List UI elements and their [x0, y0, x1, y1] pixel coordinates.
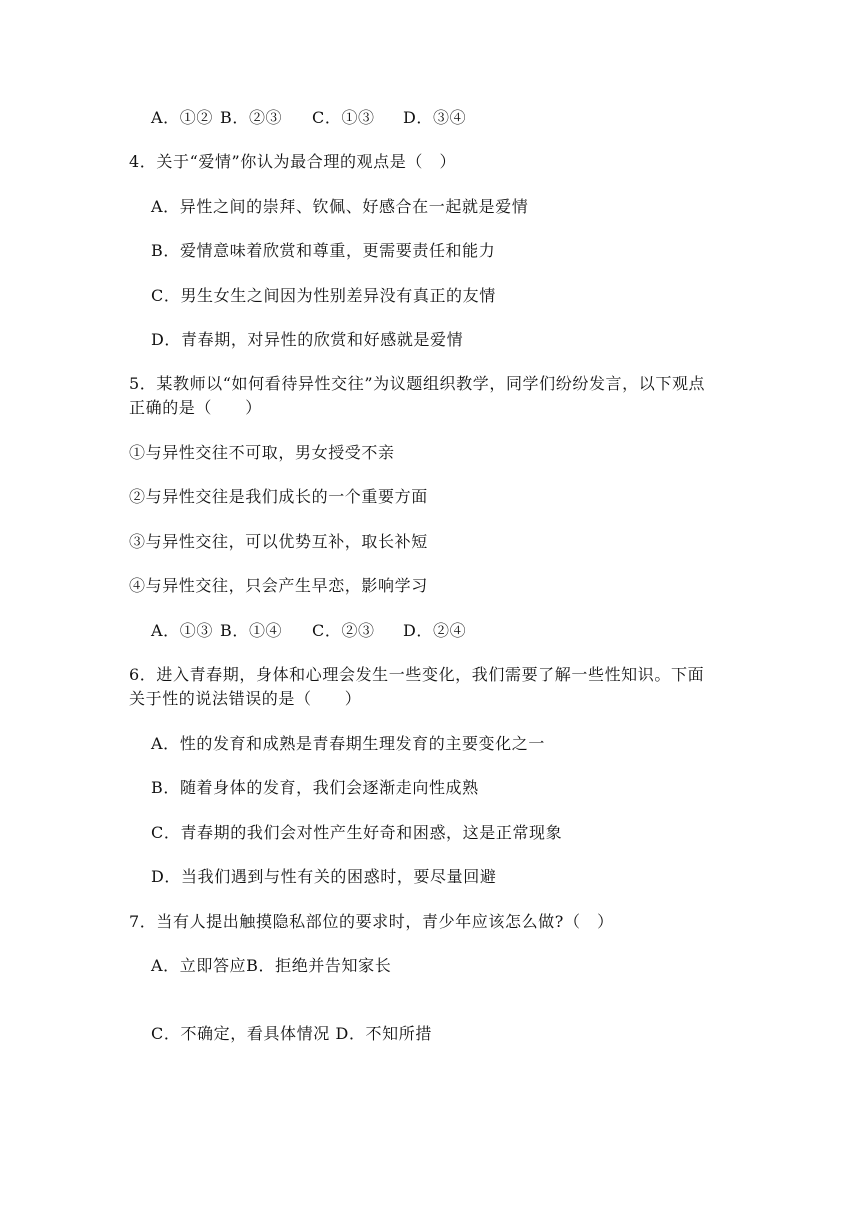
q5-statement-1: ①与异性交往不可取，男女授受不亲	[129, 443, 395, 462]
q5-statement-3: ③与异性交往，可以优势互补，取长补短	[129, 532, 428, 551]
q3-option-b: B．②③	[220, 108, 283, 127]
q5-statement-4: ④与异性交往，只会产生早恋，影响学习	[129, 576, 428, 595]
q5-option-c: C．②③	[312, 621, 375, 640]
q6-stem-line2: 关于性的说法错误的是（ ）	[129, 689, 362, 708]
q3-option-a: A．①②	[151, 108, 213, 127]
q5-statement-2: ②与异性交往是我们成长的一个重要方面	[129, 487, 428, 506]
q7-options-line1: A．立即答应B．拒绝并告知家长	[151, 956, 392, 975]
q5-stem-line1: 5．某教师以“如何看待异性交往”为议题组织教学，同学们纷纷发言，以下观点	[129, 374, 706, 393]
q5-option-b: B．①④	[220, 621, 283, 640]
q6-option-c: C．青春期的我们会对性产生好奇和困惑，这是正常现象	[151, 823, 563, 842]
q4-option-c: C．男生女生之间因为性别差异没有真正的友情	[151, 286, 496, 305]
q5-option-a: A．①③	[151, 621, 213, 640]
q6-stem-line1: 6．进入青春期，身体和心理会发生一些变化，我们需要了解一些性知识。下面	[129, 665, 705, 684]
q6-option-a: A．性的发育和成熟是青春期生理发育的主要变化之一	[151, 734, 545, 753]
q6-option-b: B．随着身体的发育，我们会逐渐走向性成熟	[151, 778, 479, 797]
q7-options-line2: C．不确定，看具体情况 D．不知所措	[151, 1024, 432, 1043]
q5-stem-line2: 正确的是（ ）	[129, 398, 262, 417]
q5-option-d: D．②④	[403, 621, 467, 640]
q3-option-d: D．③④	[403, 108, 467, 127]
q4-stem: 4．关于“爱情”你认为最合理的观点是（ ）	[129, 152, 457, 171]
q4-option-a: A．异性之间的崇拜、钦佩、好感合在一起就是爱情	[151, 197, 529, 216]
q4-option-d: D．青春期，对异性的欣赏和好感就是爱情	[151, 330, 464, 349]
q6-option-d: D．当我们遇到与性有关的困惑时，要尽量回避	[151, 867, 497, 886]
q4-option-b: B．爱情意味着欣赏和尊重，更需要责任和能力	[151, 241, 496, 260]
q3-option-c: C．①③	[312, 108, 375, 127]
q7-stem: 7．当有人提出触摸隐私部位的要求时，青少年应该怎么做?（ ）	[129, 912, 614, 931]
